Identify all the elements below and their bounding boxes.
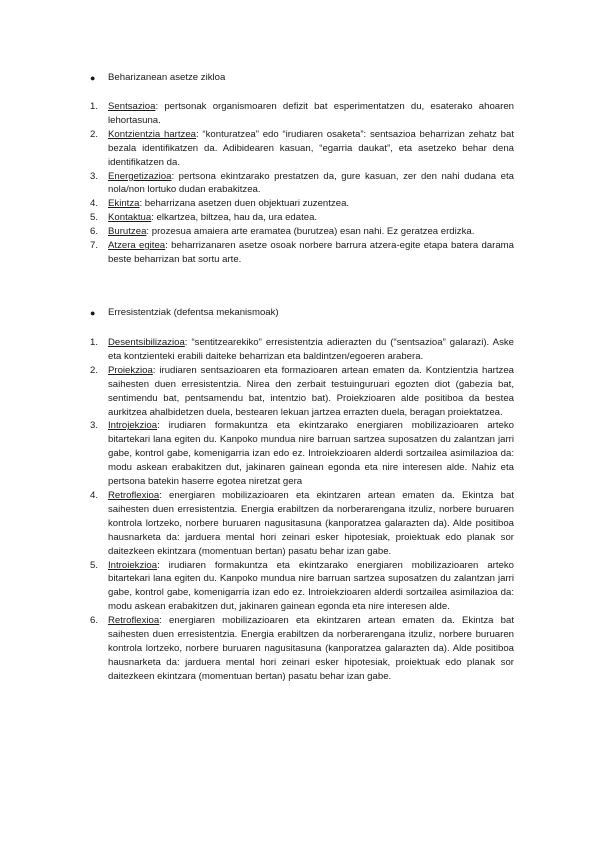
item-term: Kontzientzia hartzea	[108, 128, 197, 140]
item-term: Desentsibilizazioa	[108, 337, 185, 348]
list-item	[0, 211, 600, 225]
item-number: 2.	[90, 364, 99, 376]
item-text: : irudiaren formakuntza eta ekintzarako energiaren mobilizazioaren arteko bitartekari lana egiten du. Kanpoko mundua nire barruan sartzea suposatzen du zalantzan jarri gabe, kontrol gabe, komenigarria izan edo ez. Introiekzioaren alderdi sortzailea asimilazioa da: modu askean erabakitzen dut, jakinaren gainean egonda eta nire interesen alde. Nahiz eta pertsona batekin haserre egotea niretzat gera	[108, 420, 514, 488]
item-term: Kontaktua	[108, 212, 152, 224]
section-heading-text: Erresistentziak (defentsa mekanismoak)	[108, 307, 279, 318]
item-term: Proiekzioa	[108, 364, 153, 376]
item-term: Burutzea	[108, 226, 147, 238]
item-text: : beharrizana asetzen duen objektuari zuzentzea.	[139, 198, 350, 210]
item-term: Ekintza	[108, 198, 140, 210]
list-item	[0, 170, 600, 198]
item-term: Atzera egitea	[108, 240, 166, 252]
item-number: 4.	[90, 489, 99, 501]
item-text: : “konturatzea” edo “irudiaren osaketa”: sentsazioa beharrizan zehatz bat bezala identifikatzen da. Adibidearen kasuan, “egarria daukat”, eta asetzeko behar dena identifikatzen da.	[108, 128, 514, 168]
item-term: Retroflexioa	[108, 489, 160, 501]
section-heading-text: Beharizanean asetze zikloa	[108, 72, 226, 83]
list-item	[0, 336, 600, 364]
item-number: 6.	[90, 615, 99, 627]
item-number: 5.	[90, 212, 99, 224]
item-number: 7.	[90, 240, 99, 252]
list-item	[0, 197, 600, 211]
item-number: 1.	[90, 337, 99, 348]
list-item	[0, 614, 600, 684]
item-term: Sentsazioa	[108, 101, 156, 112]
item-number: 6.	[90, 226, 99, 238]
item-text: : energiaren mobilizazioaren eta ekintzaren artean ematen da. Ekintza bat saihesten duen erresistentzia. Energia erabiltzen da norberarengana itzuliz, norbere buruaren kontrola lortzeko, norbere buruaren nagusitasuna (kanporatzea galarazten da). Alde positiboa hausnarketa da: jarduera mental hori zeinari esker hipotesiak, proiektuak edo planak sor daitezkeen ekintzara (momentuan bertan) pasatu behar izan gabe.	[108, 615, 514, 682]
item-term: Energetizazioa	[108, 170, 172, 182]
list-item	[0, 100, 600, 128]
item-number: 2.	[90, 128, 99, 140]
erresistentziak-list	[0, 336, 600, 684]
item-text: : prozesua amaiera arte eramatea (burutzea) esan nahi. Ez geratzea erdizka.	[146, 226, 475, 238]
item-number: 3.	[90, 420, 99, 432]
bullet-dot: ●	[90, 73, 96, 83]
item-text: : beharrizanaren asetze osoak norbere barrura atzera-egite etapa batera darama beste beharrizan bat sortu arte.	[108, 240, 514, 265]
list-item	[0, 225, 600, 239]
item-text: : irudiaren formakuntza eta ekintzarako energiaren mobilizazioaren arteko bitartekari lana egiten du. Kanpoko mundua nire barruan sartzea suposatzen du zalantzan jarri gabe, kontrol gabe, komenigarria izan edo ez. Introiekzioaren alderdi sortzailea asimilazioa da: modu askean erabakitzen dut, jakinaren gainean egonda eta nire interesen alde.	[108, 559, 514, 613]
item-text: : “sentitzearekiko” erresistentzia adierazten du (“sentsazioa” galarazi). Aske eta kontzienteki erabili daiteke beharrizan eta baldintzen/egoeren arabera.	[108, 337, 514, 362]
list-item	[0, 239, 600, 267]
item-text: : pertsona ekintzarako prestatzen da, gure kasuan, zer den nahi dudana eta nola/non lortuko dudan erabakitzea.	[108, 170, 514, 196]
item-text: : energiaren mobilizazioaren eta ekintzaren artean ematen da. Ekintza bat saihesten duen erresistentzia. Energia erabiltzen da norberarengana itzuliz, norbere buruaren kontrola lortzeko, norbere buruaren nagusitasuna (kanporatzea galarazten da). Alde positiboa hausnarketa da: jarduera mental hori zeinari esker hipotesiak, proiektuak edo planak sor daitezkeen ekintzara (momentuan bertan) pasatu behar izan gabe.	[108, 489, 514, 557]
asetze-zikloa-list	[0, 100, 600, 267]
bullet-dot: ●	[90, 308, 96, 318]
item-number: 4.	[90, 198, 99, 210]
item-term: Retroflexioa	[108, 615, 160, 627]
item-text: : irudiaren sentsazioaren eta formazioaren artean ematen da. Kontzientzia hartzea saihesten duen erresistentzia. Nirea den zerbait testuinguruari egozten diot (gabezia bat, sentimendu bat, pentsamendu bat, intentzio bat). Proiekzioaren alde positiboa da bestea aurkitzea ahalbidetzen duela, bestearen lekuan jartzea errazten duela, beragan proiektatzea.	[108, 364, 514, 418]
item-term: Introjekzioa	[108, 420, 158, 432]
list-item	[0, 419, 600, 489]
item-term: Introiekzioa	[108, 559, 158, 571]
item-number: 1.	[90, 101, 99, 112]
item-text: : pertsonak organismoaren defizit bat esperimentatzen du, esaterako ahoaren lehortasuna.	[108, 101, 514, 126]
item-text: : elkartzea, biltzea, hau da, ura edatea.	[151, 212, 318, 224]
list-item	[0, 559, 600, 615]
list-item	[0, 128, 600, 170]
list-item	[0, 364, 600, 420]
item-number: 3.	[90, 170, 99, 182]
list-item	[0, 489, 600, 559]
item-number: 5.	[90, 559, 99, 571]
